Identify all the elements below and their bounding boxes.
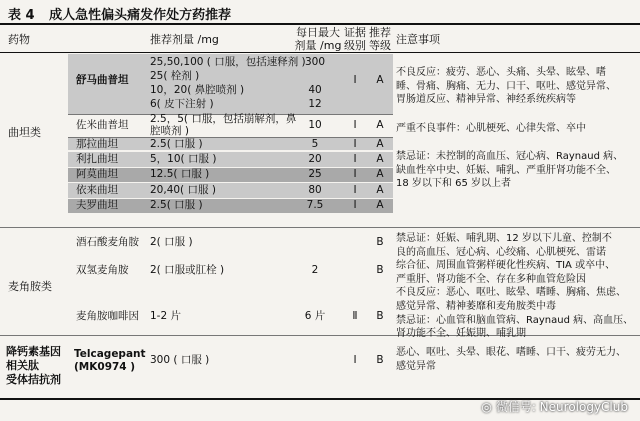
evidence-rizatriptan: Ⅰ <box>353 153 357 165</box>
header-recommendation: 推荐 等级 <box>369 26 391 52</box>
header-max-dose: 每日最大 剂量 /mg <box>294 26 342 52</box>
watermark: ◎ 微信号: NeurologyClub <box>481 400 628 414</box>
max-sumatriptan-4: 12 <box>308 98 322 110</box>
drug-rizatriptan: 利扎曲坦 <box>76 153 118 165</box>
header-drug: 药物 <box>8 33 30 46</box>
drug-naratriptan: 那拉曲坦 <box>76 138 118 150</box>
drug-eletriptan: 依来曲坦 <box>76 184 118 196</box>
rec-zolmitriptan: A <box>376 119 384 131</box>
evidence-sumatriptan: Ⅰ <box>353 74 357 86</box>
rec-frovatriptan: A <box>376 199 384 211</box>
dose-zolmitriptan-2: 腔喷剂 ) <box>150 125 189 137</box>
max-almotriptan: 25 <box>308 168 322 180</box>
notes-triptan-adverse: 不良反应：疲劳、恶心、头痛、头晕、眩晕、嗜 睡、骨痛、胸痛、无力、口干、呕吐、感觉异常、 胃肠道反应、精神异常、神经系统疾病等 <box>396 67 616 106</box>
header-notes: 注意事项 <box>396 33 440 46</box>
notes-triptan-contra: 禁忌证：未控制的高血压、冠心病、Raynaud 病、 缺血性卒中史、妊娠、哺乳、严重肝肾功能不全、 18 岁以下和 65 岁以上者 <box>396 151 624 190</box>
table-number: 表 4 <box>8 8 35 23</box>
dose-frovatriptan: 2.5( 口服 ) <box>150 199 203 211</box>
rec-sumatriptan: A <box>376 74 384 86</box>
rec-ergotamine-caffeine: B <box>376 310 384 322</box>
table-title <box>8 4 231 23</box>
dose-eletriptan: 20,40( 口服 ) <box>150 184 216 196</box>
drug-zolmitriptan: 佐米曲普坦 <box>76 119 129 131</box>
evidence-eletriptan: Ⅰ <box>353 184 357 196</box>
drug-ergotamine-caffeine: 麦角胺咖啡因 <box>76 310 139 322</box>
dose-ergotamine-caffeine: 1-2 片 <box>150 310 181 322</box>
group-rule-1 <box>0 227 640 228</box>
rec-rizatriptan: A <box>376 153 384 165</box>
notes-cgrp: 恶心、呕吐、头晕、眼花、嗜睡、口干、疲劳无力、 感觉异常 <box>396 347 626 372</box>
dose-naratriptan: 2.5( 口服 ) <box>150 138 203 150</box>
max-zolmitriptan: 10 <box>308 119 322 131</box>
dose-ergotamine-tartrate: 2( 口服 ) <box>150 236 193 248</box>
table-caption: 成人急性偏头痛发作处方药推荐 <box>49 8 232 23</box>
dose-telcagepant: 300 ( 口服 ) <box>150 354 210 366</box>
drug-dihydroergotamine: 双氢麦角胺 <box>76 264 129 276</box>
top-rule <box>0 23 640 25</box>
max-dihydroergotamine: 2 <box>311 264 319 276</box>
evidence-telcagepant: Ⅰ <box>353 354 357 366</box>
max-ergotamine-caffeine: 6 片 <box>304 310 326 322</box>
dose-sumatriptan-4: 6( 皮下注射 ) <box>150 98 214 110</box>
dose-rizatriptan: 5，10( 口服 ) <box>150 153 217 165</box>
dose-zolmitriptan-1: 2.5，5( 口服，包括崩解剂，鼻 <box>150 113 297 125</box>
max-sumatriptan-1: 300 <box>304 56 326 68</box>
rec-telcagepant: B <box>376 354 384 366</box>
max-eletriptan: 80 <box>308 184 322 196</box>
wechat-icon: ◎ <box>481 400 492 414</box>
rec-almotriptan: A <box>376 168 384 180</box>
max-frovatriptan: 7.5 <box>306 199 324 211</box>
dose-sumatriptan-3: 10，20( 鼻腔喷剂 ) <box>150 84 245 96</box>
rec-ergotamine-tartrate: B <box>376 236 384 248</box>
evidence-naratriptan: Ⅰ <box>353 138 357 150</box>
max-naratriptan: 5 <box>311 138 319 150</box>
dose-sumatriptan-2: 25( 栓剂 ) <box>150 70 200 82</box>
drug-almotriptan: 阿莫曲坦 <box>76 168 118 180</box>
evidence-frovatriptan: Ⅰ <box>353 199 357 211</box>
dose-almotriptan: 12.5( 口服 ) <box>150 168 210 180</box>
dose-sumatriptan-1: 25,50,100 ( 口服，包括速释剂 ) <box>150 56 306 68</box>
group-cgrp: 降钙素基因 相关肽 受体拮抗剂 <box>6 345 61 386</box>
header-dose: 推荐剂量 /mg <box>150 33 219 46</box>
header-rule <box>0 52 640 53</box>
drug-frovatriptan: 夫罗曲坦 <box>76 199 118 211</box>
evidence-ergotamine-caffeine: Ⅱ <box>352 310 358 322</box>
drug-sumatriptan: 舒马曲普坦 <box>76 74 129 86</box>
group-ergots: 麦角胺类 <box>8 280 52 293</box>
header-evidence: 证据 级别 <box>344 26 366 52</box>
notes-triptan-serious: 严重不良事件：心肌梗死、心律失常、卒中 <box>396 123 586 134</box>
max-sumatriptan-3: 40 <box>308 84 322 96</box>
rec-dihydroergotamine: B <box>376 264 384 276</box>
max-rizatriptan: 20 <box>308 153 322 165</box>
drug-ergotamine-tartrate: 酒石酸麦角胺 <box>76 236 139 248</box>
drug-telcagepant: Telcagepant (MK0974 ) <box>74 348 146 373</box>
group-triptans: 曲坦类 <box>8 126 41 139</box>
evidence-zolmitriptan: Ⅰ <box>353 119 357 131</box>
dose-dihydroergotamine: 2( 口服或肛栓 ) <box>150 264 225 276</box>
notes-ergot: 禁忌证：妊娠、哺乳期、12 岁以下儿童、控制不 良的高血压、冠心病、心绞痛、心肌梗死、雷诺 综合征、周围血管粥样硬化性疾病、TIA 或卒中、 严重肝、肾功能不全、存在多种血管危险因 不良反应：恶心、呕吐、眩晕、嗜睡、胸痛、焦虑、 感觉异常、精神萎靡和麦角胺类中毒 禁忌证：心血管和脑血管病、Raynaud 病、高血压、 肾功能不全、妊娠期、哺乳期 <box>396 233 634 340</box>
rec-naratriptan: A <box>376 138 384 150</box>
rec-eletriptan: A <box>376 184 384 196</box>
evidence-almotriptan: Ⅰ <box>353 168 357 180</box>
